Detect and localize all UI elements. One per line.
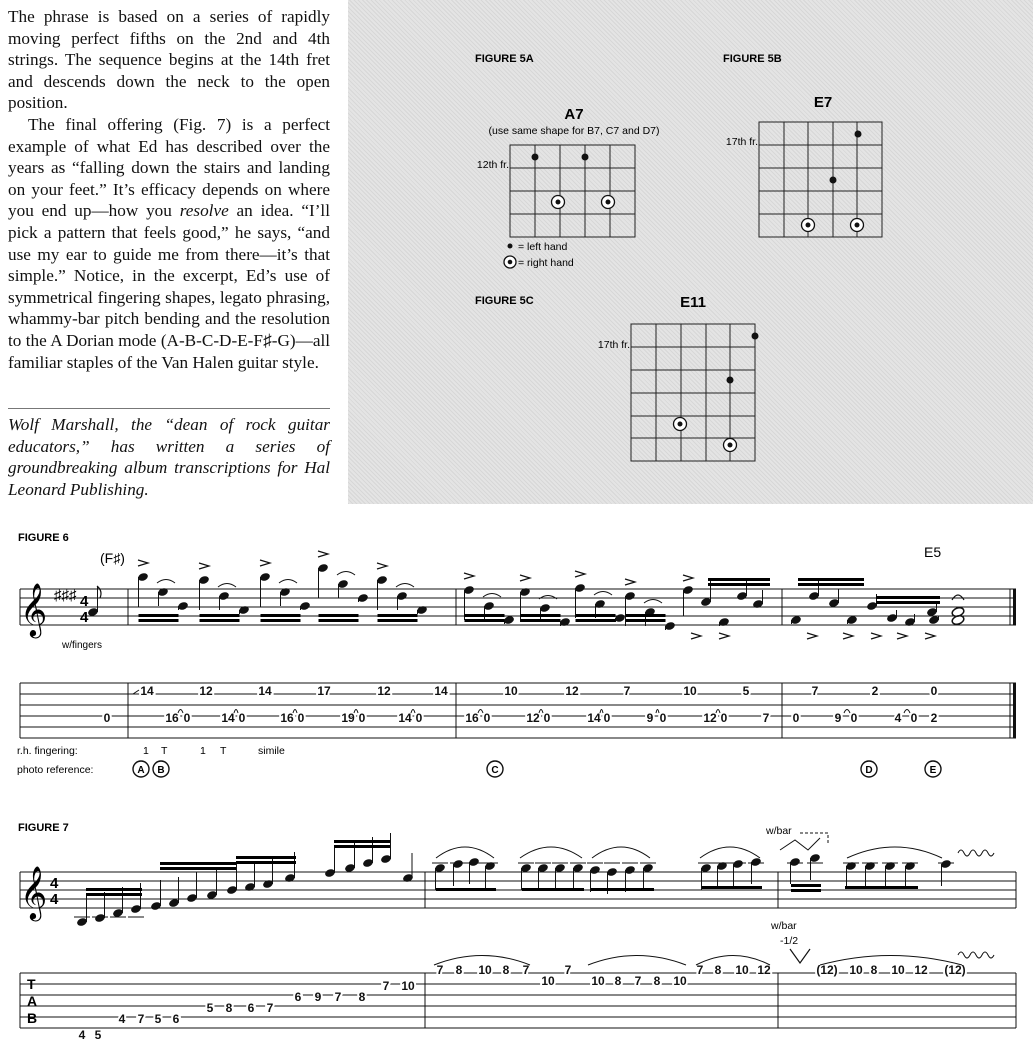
tab-number: 4 (78, 1028, 86, 1042)
vibrato-mark (958, 850, 994, 856)
tab-number: 7 (382, 979, 390, 993)
tab-number: 8 (225, 1001, 233, 1015)
tab-number: 12 (757, 963, 771, 977)
tab-number: 10 (591, 974, 605, 988)
tab-number: 0 (358, 711, 366, 725)
beam (160, 862, 236, 865)
tab-number: 6 (294, 990, 302, 1004)
tab-number: (12) (816, 963, 838, 977)
beam (576, 614, 616, 617)
figure-5b-label: FIGURE 5B (723, 53, 782, 65)
photo-ref-letter: B (157, 765, 165, 776)
accent-mark (199, 563, 209, 569)
beam (845, 886, 918, 889)
tab-number: 0 (543, 711, 551, 725)
tab-number: 16 (165, 711, 179, 725)
slur (218, 584, 236, 588)
beam (791, 884, 821, 887)
tab-number: 6 (247, 1001, 255, 1015)
tab-number: 10 (683, 684, 697, 698)
slur (157, 580, 175, 584)
tab-number: 14 (434, 684, 448, 698)
beam (139, 619, 179, 622)
slur (844, 710, 850, 714)
time-signature-bottom: 4 (50, 891, 59, 908)
beam (876, 601, 940, 604)
bar-dashed-line (800, 833, 828, 843)
tab-number: 14 (398, 711, 412, 725)
rh-fingering-label: r.h. fingering: (17, 745, 78, 757)
tab-number: 4 (118, 1012, 126, 1026)
chord-e7-name: E7 (813, 94, 833, 111)
tab-number: 0 (103, 711, 111, 725)
tab-number: 10 (541, 974, 555, 988)
tab-number: 0 (930, 684, 938, 698)
rh-fingering-mark: T (220, 745, 227, 757)
author-bio: Wolf Marshall, the “dean of rock guitar educators,” has written a series of groundbreaking album transcriptions for Hal Leonard Publishing. (8, 415, 330, 499)
accent-mark (520, 575, 530, 581)
legend-left-hand: = left hand (518, 241, 568, 253)
tab-number: 12 (703, 711, 717, 725)
accent-mark (925, 633, 935, 639)
tab-number: 8 (614, 974, 622, 988)
tab-number: 7 (696, 963, 704, 977)
rh-fingering-mark: T (161, 745, 168, 757)
tab-number: 0 (603, 711, 611, 725)
slur (279, 580, 297, 584)
tab-number: 10 (891, 963, 905, 977)
tab-number: 7 (334, 990, 342, 1004)
beam (521, 614, 561, 617)
accent-mark (871, 633, 881, 639)
tab-number: 0 (910, 711, 918, 725)
tab-number: 16 (280, 711, 294, 725)
tab-number: 10 (478, 963, 492, 977)
accent-mark (318, 551, 328, 557)
beam (522, 888, 584, 891)
accent-mark (464, 573, 474, 579)
slur (178, 710, 183, 714)
tab-number: 14 (140, 684, 154, 698)
beam (378, 614, 418, 617)
slide-mark (133, 690, 139, 694)
bar-instruction-label-tab: w/bar (771, 920, 797, 932)
figure-5c-label: FIGURE 5C (475, 295, 534, 307)
vibrato-mark (958, 952, 994, 958)
tab-number: 9 (646, 711, 654, 725)
paragraph-2: The final offering (Fig. 7) is a perfect example of what Ed has described over the years as “falling down the stairs and landing on your feet.” It’s efficacy depends on where you end up—how you resolve an idea. “I’ll pick a pattern that feels good,” he says, “and use my ear to guide me from there—it’s that simple.” Notice, in the excerpt, Ed’s use of symmetrical fingering shapes, legato phrasing, whammy-bar pitch bending and the resolution to the A Dorian mode (A-B-C-D-E-F♯-G)—all familiar staples of the Van Halen guitar style. (8, 114, 330, 372)
beam (200, 614, 240, 617)
tab-number: 8 (502, 963, 510, 977)
beam (708, 583, 770, 586)
bend-arrow (790, 949, 810, 963)
slur (520, 847, 582, 858)
time-signature-top: 4 (50, 875, 59, 892)
slur (644, 600, 662, 604)
chord-e11-fret: 17th fr. (597, 339, 630, 351)
chord-e11-name: E11 (680, 294, 706, 311)
tab-number: 5 (206, 1001, 214, 1015)
tab-number: 7 (522, 963, 530, 977)
tab-number: 5 (742, 684, 750, 698)
tab-number: 7 (623, 684, 631, 698)
beam (626, 619, 666, 622)
beam (626, 614, 666, 617)
tab-number: 0 (483, 711, 491, 725)
tab-number: 17 (317, 684, 331, 698)
tab-number: 7 (564, 963, 572, 977)
treble-clef-icon: 𝄞 (20, 865, 48, 919)
beam (334, 845, 390, 848)
time-signature-bottom: 4 (80, 609, 89, 626)
tab-number: 8 (870, 963, 878, 977)
slur (337, 572, 355, 576)
tab-number: (12) (944, 963, 966, 977)
slur (700, 847, 760, 858)
beam (521, 619, 561, 622)
tab-number: 7 (436, 963, 444, 977)
beam (798, 578, 864, 581)
beam (876, 596, 940, 599)
tab-number: 12 (526, 711, 540, 725)
tab-number: 10 (849, 963, 863, 977)
accent-mark (719, 633, 729, 639)
beam (465, 619, 505, 622)
beam (236, 856, 296, 859)
tab-number: 0 (297, 711, 305, 725)
photo-ref-letter: C (491, 765, 499, 776)
beam (708, 578, 770, 581)
chord-a7-name: A7 (564, 106, 584, 123)
final-barline (1013, 589, 1016, 625)
accent-mark (260, 560, 270, 566)
legend-right-hand: = right hand (518, 257, 574, 269)
tab-number: 12 (199, 684, 213, 698)
time-signature-top: 4 (80, 593, 89, 610)
slur (592, 847, 650, 858)
slur (656, 710, 659, 714)
bend-amount: -1/2 (780, 935, 799, 947)
beam (261, 614, 301, 617)
tab-number: 10 (504, 684, 518, 698)
tab-letter-b: B (27, 1010, 38, 1026)
end-chord-label: E5 (924, 544, 942, 560)
key-signature-sharps: ♯♯♯ (54, 587, 77, 604)
beam (436, 888, 496, 891)
beam (791, 889, 821, 892)
beam (139, 614, 179, 617)
paragraph-1: The phrase is based on a series of rapidly moving perfect fifths on the 2nd and 4th strings. The sequence begins at the 14th fret and descends down the neck to the open position. (8, 7, 330, 113)
tab-slur (588, 956, 686, 966)
key-chord-label: (F♯) (100, 550, 125, 566)
accent-mark (575, 571, 585, 577)
tab-number: 12 (914, 963, 928, 977)
slur (904, 710, 910, 714)
tab-number: 0 (238, 711, 246, 725)
tab-number: 14 (587, 711, 601, 725)
beam (591, 888, 654, 891)
beam (236, 861, 296, 864)
slur (600, 710, 603, 714)
chord-a7-fret: 12th fr. (476, 159, 509, 171)
tab-number: 0 (183, 711, 191, 725)
tab-number: 19 (341, 711, 355, 725)
tab-number: 7 (762, 711, 770, 725)
figure-5a-label: FIGURE 5A (475, 53, 534, 65)
tab-number: 7 (811, 684, 819, 698)
figure-7-label: FIGURE 7 (18, 822, 69, 834)
chord-e7-fret: 17th fr. (725, 136, 758, 148)
tab-number: 8 (455, 963, 463, 977)
beam (465, 614, 505, 617)
tab-letter-t: T (27, 976, 36, 992)
photo-ref-letter: D (865, 765, 873, 776)
photo-ref-letter: E (929, 765, 937, 776)
rh-fingering-mark: 1 (143, 745, 149, 757)
beam (86, 888, 142, 891)
tab-number: 7 (266, 1001, 274, 1015)
accent-mark (683, 575, 693, 581)
photo-ref-letter: A (137, 765, 145, 776)
chord-a7-note: (use same shape for B7, C7 and D7) (488, 125, 660, 137)
beam (86, 893, 142, 896)
photo-reference-label: photo reference: (17, 764, 94, 776)
tab-number: 16 (465, 711, 479, 725)
slur (396, 584, 414, 588)
beam (160, 867, 236, 870)
tab-number: 6 (172, 1012, 180, 1026)
tab-number: 2 (871, 684, 879, 698)
tab-number: 8 (714, 963, 722, 977)
treble-clef-icon: 𝄞 (20, 582, 48, 636)
bar-instruction-label: w/bar (766, 825, 792, 837)
beam (200, 619, 240, 622)
accent-mark (625, 579, 635, 585)
tab-number: 8 (653, 974, 661, 988)
tab-number: 4 (894, 711, 902, 725)
tab-number: 9 (834, 711, 842, 725)
slur (483, 594, 501, 598)
tab-number: 10 (673, 974, 687, 988)
tab-number: 14 (221, 711, 235, 725)
tab-number: 0 (659, 711, 667, 725)
tab-number: 10 (401, 979, 415, 993)
tab-final-barline (1013, 683, 1016, 738)
tab-number: 0 (792, 711, 800, 725)
accent-mark (843, 633, 853, 639)
tab-letter-a: A (27, 993, 38, 1009)
accent-mark (138, 560, 148, 566)
beam (261, 619, 301, 622)
slur (436, 847, 494, 858)
beam (378, 619, 418, 622)
tab-number: 7 (634, 974, 642, 988)
beam (702, 886, 762, 889)
beam (576, 619, 616, 622)
tab-number: 0 (720, 711, 728, 725)
rh-fingering-mark: simile (258, 745, 285, 757)
instruction-w-fingers: w/fingers (62, 640, 103, 651)
beam (334, 840, 390, 843)
tab-number: 7 (137, 1012, 145, 1026)
tab-number: 0 (415, 711, 423, 725)
accent-mark (807, 633, 817, 639)
slur (847, 847, 942, 858)
tab-number: 0 (850, 711, 858, 725)
tab-number: 12 (565, 684, 579, 698)
slur (594, 592, 612, 596)
tab-number: 8 (358, 990, 366, 1004)
tab-number: 5 (94, 1028, 102, 1042)
rh-fingering-mark: 1 (200, 745, 206, 757)
tab-number: 9 (314, 990, 322, 1004)
tab-number: 2 (930, 711, 938, 725)
figure-7-tab-staff (20, 973, 1016, 1028)
accent-mark (691, 633, 701, 639)
accent-mark (897, 633, 907, 639)
tab-number: 12 (377, 684, 391, 698)
beam (798, 583, 864, 586)
figure-6-label: FIGURE 6 (18, 532, 69, 544)
tab-number: 5 (154, 1012, 162, 1026)
accent-mark (377, 563, 387, 569)
tab-number: 14 (258, 684, 272, 698)
beam (319, 614, 359, 617)
slur (478, 710, 483, 714)
beam (319, 619, 359, 622)
bar-dip-mark (780, 838, 820, 850)
tab-number: 10 (735, 963, 749, 977)
